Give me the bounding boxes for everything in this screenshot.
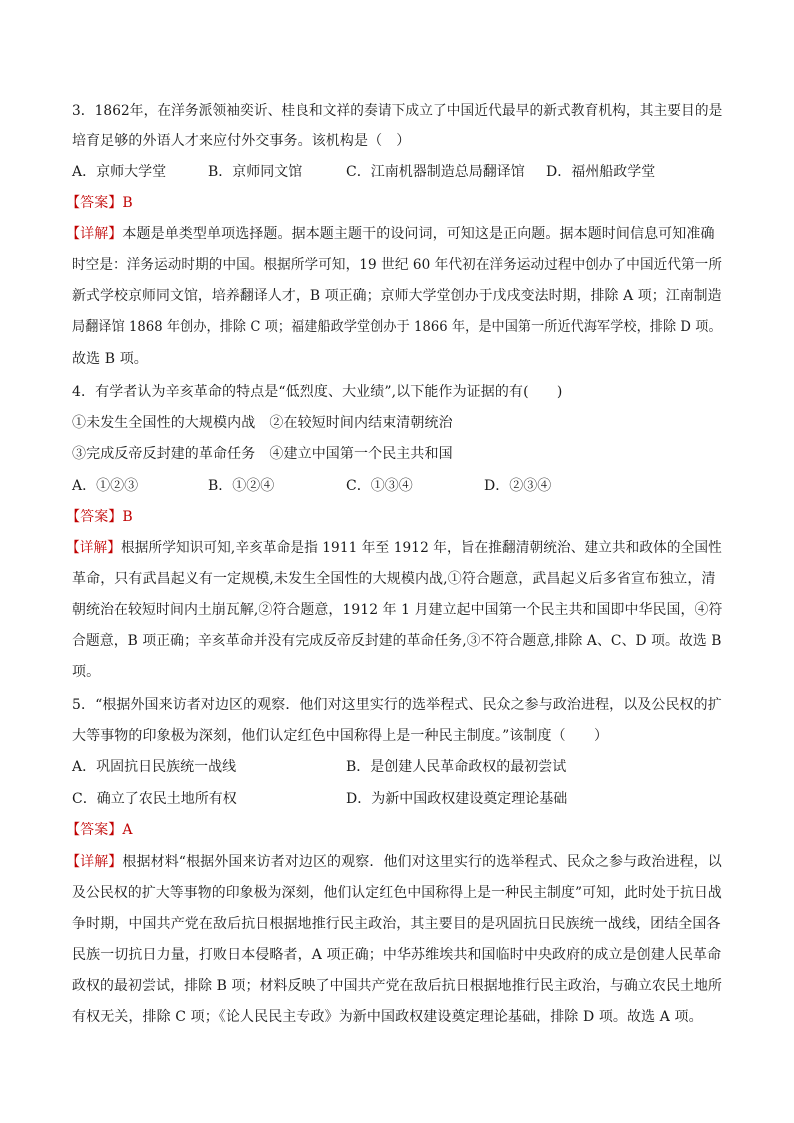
answer-tag: 【答案】 [66, 195, 123, 211]
q5-stem-line-1: 5．“根据外国来访者对边区的观察．他们对这里实行的选举程式、民众之参与政治进程，以及公民权的扩 [72, 697, 722, 713]
q4-option-a: A．①②③ [72, 478, 139, 494]
q4-analysis-line-5: 项。 [72, 664, 101, 680]
q3-stem-line-2: 培育足够的外语人才来应付外交事务。该机构是（ ） [72, 133, 411, 149]
q3-option-d: D．福州船政学堂 [546, 164, 656, 180]
q3-analysis-line-2: 时空是：洋务运动时期的中国。根据所学可知，19 世纪 60 年代初在洋务运动过程中创办了中国近代第一所 [72, 257, 723, 273]
q4-option-d: D．②③④ [484, 478, 552, 494]
q3-analysis-line-1 [66, 225, 715, 243]
answer-tag: 【答案】 [66, 509, 123, 525]
q4-item-line-2: ③完成反帝反封建的革命任务 ④建立中国第一个民主共和国 [72, 446, 453, 462]
answer-value: B [122, 509, 133, 525]
analysis-text: 根据材料“根据外国来访者对边区的观察．他们对这里实行的选举程式、民众之参与政治进程，以 [122, 854, 722, 870]
q5-analysis-line-1 [66, 853, 722, 871]
answer-tag: 【答案】 [66, 822, 123, 838]
q3-answer [66, 194, 133, 212]
answer-value: A [122, 822, 133, 838]
analysis-tag: 【详解】 [66, 854, 123, 870]
q5-analysis-line-2: 及公民权的扩大等事物的印象极为深刻，他们认定红色中国称得上是一种民主制度”可知，此时处于抗日战 [72, 885, 722, 901]
q3-analysis-line-5: 故选 B 项。 [72, 351, 148, 367]
q3-option-b: B．京师同文馆 [208, 164, 303, 180]
q4-option-c: C．①③④ [346, 478, 413, 494]
q3-analysis-line-4: 局翻译馆 1868 年创办，排除 C 项；福建船政学堂创办于 1866 年，是中国第一所近代海军学校，排除 D 项。 [72, 319, 722, 335]
analysis-tag: 【详解】 [66, 540, 121, 556]
q5-option-d: D．为新中国政权建设奠定理论基础 [346, 791, 568, 807]
q5-option-a: A．巩固抗日民族统一战线 [72, 759, 237, 775]
analysis-tag: 【详解】 [66, 226, 123, 242]
q5-analysis-line-6: 有权无关，排除 C 项；《论人民民主专政》为新中国政权建设奠定理论基础，排除 D 项。故选 A 项。 [72, 1009, 703, 1025]
q5-analysis-line-5: 政权的最初尝试，排除 B 项；材料反映了中国共产党在敌后抗日根据地推行民主政治，与确立农民土地所 [72, 978, 723, 994]
q4-option-b: B．①②④ [208, 478, 275, 494]
analysis-text: 根据所学知识可知,辛亥革命是指 1911 年至 1912 年，旨在推翻清朝统治、建立共和政体的全国性 [120, 540, 722, 556]
q5-analysis-line-3: 争时期，中国共产党在敌后抗日根据地推行民主政治，其主要目的是巩固抗日民族统一战线，团结全国各 [72, 916, 721, 932]
q3-option-a: A．京师大学堂 [72, 164, 167, 180]
q5-option-b: B．是创建人民革命政权的最初尝试 [346, 759, 567, 775]
q4-item-line-1: ①未发生全国性的大规模内战 ②在较短时间内结束清朝统治 [72, 415, 453, 431]
q3-stem-line-1: 3．1862年，在洋务派领袖奕䜣、桂良和文祥的奏请下成立了中国近代最早的新式教育机构，其主要目的是 [72, 103, 723, 119]
answer-value: B [122, 195, 133, 211]
analysis-text: 本题是单类型单项选择题。据本题主题干的设问词，可知这是正向题。据本题时间信息可知准确 [122, 226, 715, 242]
q5-option-c: C．确立了农民土地所有权 [72, 791, 237, 807]
q3-analysis-line-3: 新式学校京师同文馆，培养翻译人才，B 项正确；京师大学堂创办于戊戌变法时期，排除 A 项；江南制造 [72, 288, 722, 304]
q5-analysis-line-4: 民族一切抗日力量，打败日本侵略者，A 项正确；中华苏维埃共和国临时中央政府的成立是创建人民革命 [72, 947, 722, 963]
q4-stem-line-1: 4．有学者认为辛亥革命的特点是“低烈度、大业绩”,以下能作为证据的有( ) [72, 384, 563, 400]
q4-analysis-line-2: 革命，只有武昌起义有一定规模,未发生全国性的大规模内战,①符合题意，武昌起义后多省宣布独立，清 [72, 571, 716, 587]
q5-stem-line-2: 大等事物的印象极为深刻，他们认定红色中国称得上是一种民主制度。”该制度（ ） [72, 728, 609, 744]
q4-analysis-line-4: 合题意，B 项正确；辛亥革命并没有完成反帝反封建的革命任务,③不符合题意,排除 A、C、D 项。故选 B [72, 633, 722, 649]
q4-analysis-line-1 [66, 539, 722, 557]
q3-option-c: C．江南机器制造总局翻译馆 [346, 164, 525, 180]
q4-answer [66, 508, 133, 526]
q5-answer [66, 821, 133, 839]
q4-analysis-line-3: 朝统治在较短时间内土崩瓦解,②符合题意，1912 年 1 月建立起中国第一个民主共和国即中华民国，④符 [72, 602, 723, 618]
